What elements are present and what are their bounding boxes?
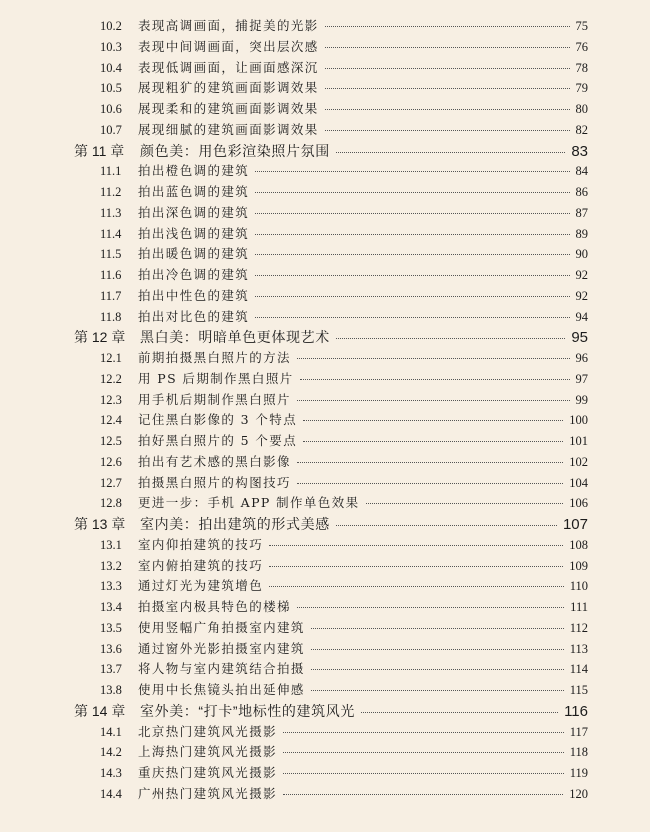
dot-leader [269,586,564,587]
section-number: 10.4 [100,60,122,75]
page-number: 120 [569,786,588,801]
toc-list [0,16,650,805]
dot-leader [297,400,570,401]
page-number: 113 [569,641,588,656]
toc-section-row [0,265,650,286]
section-title: 展现细腻的建筑画面影调效果 [138,121,319,137]
page-number: 84 [575,164,588,179]
dot-leader [325,130,570,131]
dot-leader [297,462,563,463]
section-number: 12.1 [100,351,122,365]
page-number: 79 [575,81,588,96]
section-title: 表现高调画面，捕捉美的光影 [138,18,319,33]
section-title: 展现粗犷的建筑画面影调效果 [138,80,319,96]
section-number: 12.3 [100,392,122,407]
section-title: 拍摄室内极具特色的楼梯 [138,599,291,614]
section-title: 表现中间调画面，突出层次感 [138,38,319,54]
section-number: 12.4 [100,413,122,428]
page-number: 108 [569,537,588,552]
dot-leader [283,752,564,753]
toc-section-row [0,244,650,265]
section-title: 拍摄黑白照片的构图技巧 [138,474,291,490]
chapter-title: 室内美：拍出建筑的形式美感 [140,516,330,532]
toc-section-row [0,784,650,805]
section-number: 14.1 [100,724,122,739]
section-number: 13.7 [100,662,122,677]
section-number: 11.5 [100,247,122,262]
dot-leader [255,296,569,297]
page-number: 104 [569,475,588,490]
dot-leader [297,358,570,359]
chapter-number: 第 13 章 [74,516,126,532]
toc-section-row [0,493,650,514]
dot-leader [269,566,563,567]
dot-leader [300,379,570,380]
section-title: 拍出对比色的建筑 [138,308,250,324]
page-number: 92 [575,268,588,282]
page-number: 117 [569,724,588,739]
chapter-number: 第 12 章 [74,329,126,346]
toc-section-row [0,369,650,390]
section-title: 将人物与室内建筑结合拍摄 [138,661,305,677]
dot-leader [366,503,564,504]
toc-section-row [0,120,650,141]
section-number: 14.3 [100,766,122,780]
section-title: 室内仰拍建筑的技巧 [138,536,264,552]
section-number: 11.2 [100,185,122,199]
toc-chapter-row [0,141,650,162]
chapter-title: 室外美：“打卡”地标性的建筑风光 [140,702,355,719]
dot-leader [325,109,570,110]
toc-section-row [0,452,650,473]
dot-leader [255,275,569,276]
section-title: 拍出浅色调的建筑 [138,225,250,241]
chapter-title: 颜色美：用色彩渲染照片氛围 [140,142,330,159]
toc-chapter-row [0,514,650,535]
dot-leader [255,213,569,214]
section-title: 拍出深色调的建筑 [138,204,250,220]
page-number: 78 [575,60,588,75]
dot-leader [255,171,569,172]
section-title: 前期拍摄黑白照片的方法 [138,350,291,365]
section-title: 室内俯拍建筑的技巧 [138,557,264,573]
toc-section-row [0,742,650,763]
dot-leader [255,234,569,235]
section-title: 重庆热门建筑风光摄影 [138,765,278,780]
dot-leader [297,607,564,608]
section-title: 拍好黑白照片的 5 个要点 [138,433,298,448]
section-number: 11.4 [100,226,122,241]
section-number: 11.6 [100,268,122,282]
section-title: 广州热门建筑风光摄影 [138,785,278,801]
page-number: 119 [569,766,588,780]
section-title: 通过窗外光影拍摄室内建筑 [138,640,305,656]
toc-section-row [0,556,650,577]
toc-section-row [0,763,650,784]
section-number: 13.8 [100,683,122,697]
page-number: 101 [569,434,588,448]
dot-leader [255,317,569,318]
dot-leader [336,152,566,153]
section-number: 10.2 [100,19,122,33]
page-number: 110 [569,579,588,594]
section-title: 使用中长焦镜头拍出延伸感 [138,682,305,697]
toc-section-row [0,286,650,307]
toc-section-row [0,348,650,369]
section-title: 拍出中性色的建筑 [138,287,250,303]
page-number: 109 [569,558,588,573]
toc-section-row [0,618,650,639]
section-number: 13.6 [100,641,122,656]
page-number: 112 [569,620,588,635]
section-number: 14.2 [100,745,122,760]
dot-leader [283,794,563,795]
toc-section-row [0,473,650,494]
toc-section-row [0,99,650,120]
section-title: 拍出有艺术感的黑白影像 [138,453,291,469]
page-number: 82 [575,122,588,137]
section-title: 北京热门建筑风光摄影 [138,723,278,739]
dot-leader [311,669,564,670]
section-number: 11.7 [100,288,122,303]
page-number: 111 [570,600,588,614]
toc-section-row [0,16,650,37]
section-title: 展现柔和的建筑画面影调效果 [138,101,319,116]
section-title: 表现低调画面，让画面感深沉 [138,59,319,75]
page-number: 76 [575,39,588,54]
section-title: 用 PS 后期制作黑白照片 [138,370,294,386]
toc-section-row [0,535,650,556]
section-title: 使用竖幅广角拍摄室内建筑 [138,619,305,635]
section-number: 13.4 [100,600,122,614]
dot-leader [311,649,564,650]
section-number: 14.4 [100,786,122,801]
dot-leader [297,483,563,484]
section-number: 12.7 [100,475,122,490]
page-number: 96 [575,351,588,365]
section-title: 记住黑白影像的 3 个特点 [138,412,298,428]
page-number: 94 [575,309,588,324]
page-number: 86 [575,185,588,199]
page-number: 102 [569,454,588,469]
section-title: 通过灯光为建筑增色 [138,578,264,594]
toc-section-row [0,576,650,597]
section-number: 10.6 [100,102,122,116]
page-number: 116 [564,702,588,720]
section-number: 11.3 [100,205,122,220]
section-number: 13.5 [100,620,122,635]
page-number: 83 [571,142,588,160]
page-number: 89 [575,226,588,241]
chapter-number: 第 14 章 [74,702,126,719]
toc-section-row [0,431,650,452]
page-number: 75 [575,19,588,33]
section-number: 12.8 [100,496,122,511]
section-title: 拍出冷色调的建筑 [138,267,250,282]
section-number: 10.3 [100,39,122,54]
dot-leader [283,773,564,774]
section-number: 10.7 [100,122,122,137]
toc-section-row [0,307,650,328]
toc-section-row [0,410,650,431]
section-number: 12.2 [100,371,122,386]
section-title: 拍出暖色调的建筑 [138,246,250,262]
section-title: 拍出蓝色调的建筑 [138,184,250,199]
section-number: 12.5 [100,434,122,448]
dot-leader [269,545,563,546]
toc-section-row [0,161,650,182]
page-number: 107 [562,516,588,533]
page-number: 90 [575,247,588,262]
chapter-number: 第 11 章 [74,142,125,159]
dot-leader [255,192,569,193]
toc-section-row [0,224,650,245]
section-number: 13.1 [100,537,122,552]
toc-section-row [0,659,650,680]
dot-leader [303,420,563,421]
dot-leader [336,525,557,526]
page-number: 118 [569,745,588,760]
toc-section-row [0,78,650,99]
toc-section-row [0,182,650,203]
toc-section-row [0,390,650,411]
chapter-title: 黑白美：明暗单色更体现艺术 [140,329,330,346]
section-title: 拍出橙色调的建筑 [138,163,250,179]
page-number: 100 [569,413,588,428]
page-number: 95 [571,329,588,347]
dot-leader [325,68,570,69]
section-number: 12.6 [100,454,122,469]
toc-section-row [0,58,650,79]
page-number: 106 [569,496,588,511]
dot-leader [255,254,569,255]
section-number: 10.5 [100,81,122,96]
toc-section-row [0,597,650,618]
section-number: 13.2 [100,558,122,573]
toc-section-row [0,37,650,58]
page-number: 80 [575,102,588,116]
dot-leader [303,441,563,442]
page-number: 97 [575,371,588,386]
toc-section-row [0,722,650,743]
page-number: 115 [569,683,588,697]
dot-leader [325,47,570,48]
section-number: 13.3 [100,579,122,594]
page-number: 114 [569,662,588,677]
dot-leader [311,628,564,629]
dot-leader [336,338,566,339]
page-number: 87 [575,205,588,220]
dot-leader [325,26,570,27]
dot-leader [361,712,558,713]
dot-leader [311,690,564,691]
toc-chapter-row [0,327,650,348]
dot-leader [325,88,570,89]
section-title: 更进一步：手机 APP 制作单色效果 [138,495,360,511]
page-number: 99 [575,392,588,407]
section-title: 上海热门建筑风光摄影 [138,744,278,760]
toc-chapter-row [0,701,650,722]
section-number: 11.1 [100,164,122,179]
page-number: 92 [575,288,588,303]
dot-leader [283,732,564,733]
section-number: 11.8 [100,309,122,324]
toc-section-row [0,680,650,701]
toc-section-row [0,639,650,660]
toc-section-row [0,203,650,224]
section-title: 用手机后期制作黑白照片 [138,391,291,407]
